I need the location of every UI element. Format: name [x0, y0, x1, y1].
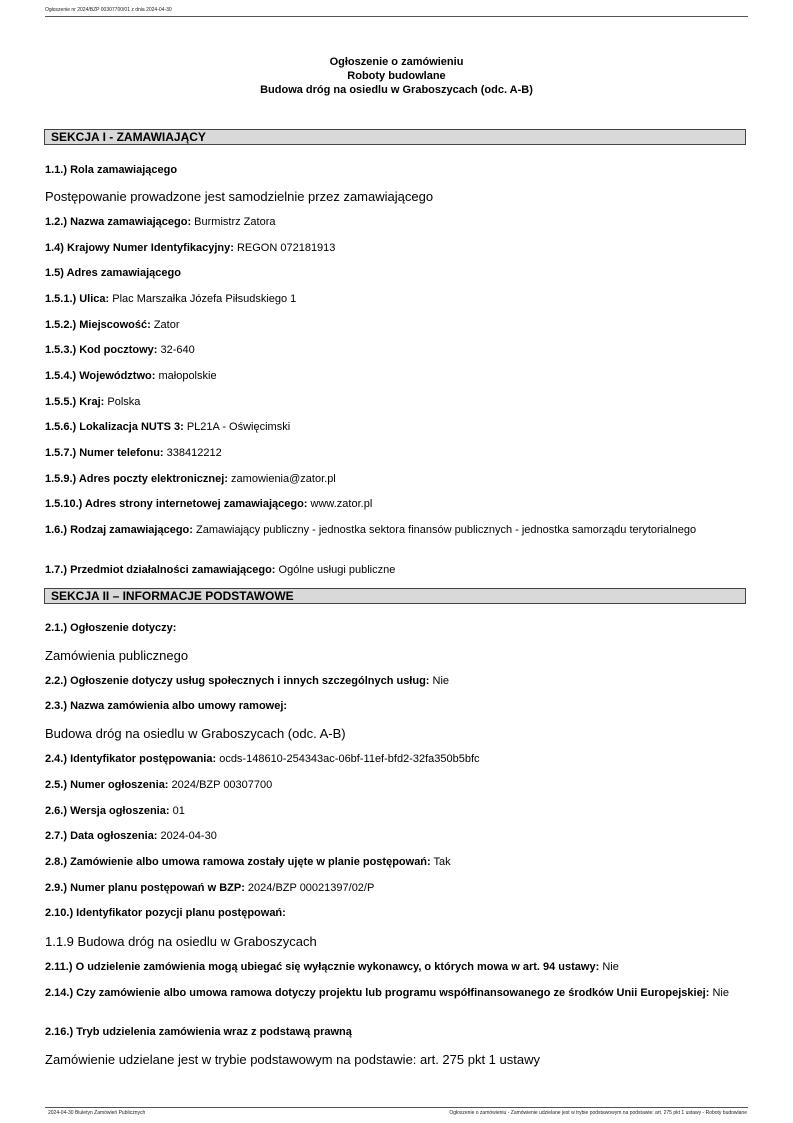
footer-left: 2024-04-30 Biuletyn Zamówień Publicznych — [48, 1110, 146, 1116]
field-value: Nie — [429, 675, 450, 687]
field-label: 1.5.2.) Miejscowość: — [45, 319, 151, 331]
field-2-11 — [45, 959, 747, 975]
field-value: małopolskie — [155, 370, 217, 382]
field-1-5-6 — [45, 419, 747, 435]
field-value: Ogólne usługi publiczne — [275, 564, 396, 576]
field-2-2 — [45, 673, 747, 689]
field-1-5-5 — [45, 394, 747, 410]
field-value: 2024-04-30 — [157, 830, 217, 842]
field-value: 338412212 — [163, 447, 222, 459]
field-label: 1.2.) Nazwa zamawiającego: — [45, 216, 192, 228]
field-1-5-3 — [45, 342, 747, 358]
header-divider — [45, 16, 748, 17]
field-label: 1.5.7.) Numer telefonu: — [45, 447, 164, 459]
field-2-14 — [45, 985, 747, 1001]
field-value: ocds-148610-254343ac-06bf-11ef-bfd2-32fa350b5bfc — [216, 753, 480, 765]
field-1-5-4 — [45, 368, 747, 384]
field-value: REGON 072181913 — [233, 242, 336, 254]
field-2-16: 2.16.) Tryb udzielenia zamówienia wraz z podstawą prawną — [45, 1026, 352, 1038]
field-label: 2.9.) Numer planu postępowań w BZP: — [45, 882, 245, 894]
field-value: 01 — [169, 805, 185, 817]
field-value: PL21A - Oświęcimski — [183, 421, 291, 433]
field-value: Zator — [150, 319, 180, 331]
field-1-5-1 — [45, 291, 747, 307]
title-line-3: Budowa dróg na osiedlu w Graboszycach (odc. A-B) — [260, 84, 533, 96]
field-value: Tak — [430, 856, 451, 868]
field-label: 1.5.10.) Adres strony internetowej zamawiającego: — [45, 498, 308, 510]
field-label: 2.7.) Data ogłoszenia: — [45, 830, 158, 842]
section-2-header: SEKCJA II – INFORMACJE PODSTAWOWE — [44, 588, 746, 604]
field-label: 1.5.1.) Ulica: — [45, 293, 110, 305]
field-label: 2.8.) Zamówienie albo umowa ramowa zostały ujęte w planie postępowań: — [45, 856, 431, 868]
field-2-3-value: Budowa dróg na osiedlu w Graboszycach (odc. A-B) — [45, 726, 346, 741]
field-2-6 — [45, 803, 747, 819]
field-label: 1.5.5.) Kraj: — [45, 396, 105, 408]
field-2-10: 2.10.) Identyfikator pozycji planu postępowań: — [45, 907, 286, 919]
field-value: www.zator.pl — [307, 498, 373, 510]
field-value: Burmistrz Zatora — [191, 216, 276, 228]
title-line-2: Roboty budowlane — [347, 70, 446, 82]
field-value: Polska — [104, 396, 141, 408]
field-2-5 — [45, 777, 747, 793]
field-label: 1.6.) Rodzaj zamawiającego: — [45, 524, 193, 536]
field-label: 2.6.) Wersja ogłoszenia: — [45, 805, 170, 817]
field-2-8 — [45, 854, 747, 870]
section-1-header: SEKCJA I - ZAMAWIAJĄCY — [44, 129, 746, 145]
field-2-1: 2.1.) Ogłoszenie dotyczy: — [45, 622, 177, 634]
field-1-5-7 — [45, 445, 747, 461]
field-1-4 — [45, 240, 747, 256]
field-1-7 — [45, 562, 747, 578]
field-label: 1.5.4.) Województwo: — [45, 370, 156, 382]
field-2-7 — [45, 828, 747, 844]
field-label: 2.14.) Czy zamówienie albo umowa ramowa dotyczy projektu lub programu współfinansowanego ze środków Unii Europejskiej: — [45, 987, 710, 999]
field-label: 1.4) Krajowy Numer Identyfikacyjny: — [45, 242, 234, 254]
field-value: zamowienia@zator.pl — [227, 473, 336, 485]
field-2-3: 2.3.) Nazwa zamówienia albo umowy ramowej: — [45, 700, 288, 712]
footer-right: Ogłoszenie o zamówieniu - Zamówienie udzielane jest w trybie podstawowym na podstawie: art. 275 pkt 1 ustawy - Roboty budowlane — [449, 1110, 747, 1116]
field-value: 2024/BZP 00021397/02/P — [244, 882, 375, 894]
field-1-1-value: Postępowanie prowadzone jest samodzielnie przez zamawiającego — [45, 189, 434, 204]
field-value: Nie — [599, 961, 619, 973]
field-label: 2.4.) Identyfikator postępowania: — [45, 753, 217, 765]
field-2-10-value: 1.1.9 Budowa dróg na osiedlu w Graboszycach — [45, 934, 317, 949]
field-label: 2.2.) Ogłoszenie dotyczy usług społecznych i innych szczególnych usług: — [45, 675, 430, 687]
field-1-5-10 — [45, 496, 747, 512]
field-label: 1.5.6.) Lokalizacja NUTS 3: — [45, 421, 184, 433]
field-value: 2024/BZP 00307700 — [168, 779, 273, 791]
field-2-9 — [45, 880, 747, 896]
field-label: 1.5.9.) Adres poczty elektronicznej: — [45, 473, 228, 485]
field-1-5-2 — [45, 317, 747, 333]
title-line-1: Ogłoszenie o zamówieniu — [329, 56, 464, 68]
document-header: Ogłoszenie nr 2024/BZP 00307700/01 z dnia 2024-04-30 — [45, 7, 172, 13]
field-value: Nie — [709, 987, 729, 999]
field-2-1-value: Zamówienia publicznego — [45, 648, 189, 663]
field-label: 1.5.3.) Kod pocztowy: — [45, 344, 158, 356]
field-1-2 — [45, 214, 747, 230]
footer-divider — [45, 1107, 748, 1108]
field-2-16-value: Zamówienie udzielane jest w trybie podstawowym na podstawie: art. 275 pkt 1 ustawy — [45, 1052, 540, 1067]
field-label: 1.7.) Przedmiot działalności zamawiającego: — [45, 564, 276, 576]
field-2-4 — [45, 751, 747, 767]
field-label: 2.5.) Numer ogłoszenia: — [45, 779, 169, 791]
field-value: Zamawiający publiczny - jednostka sektora finansów publicznych - jednostka samorządu terytorialnego — [192, 524, 697, 536]
field-1-5-9 — [45, 471, 747, 487]
field-1-1: 1.1.) Rola zamawiającego — [45, 164, 178, 176]
field-1-6 — [45, 522, 747, 538]
field-value: Plac Marszałka Józefa Piłsudskiego 1 — [109, 293, 297, 305]
field-label: 2.11.) O udzielenie zamówienia mogą ubiegać się wyłącznie wykonawcy, o których mowa w art. 94 ustawy: — [45, 961, 600, 973]
field-1-5: 1.5) Adres zamawiającego — [45, 267, 181, 279]
field-value: 32-640 — [157, 344, 195, 356]
document-title — [0, 55, 793, 97]
